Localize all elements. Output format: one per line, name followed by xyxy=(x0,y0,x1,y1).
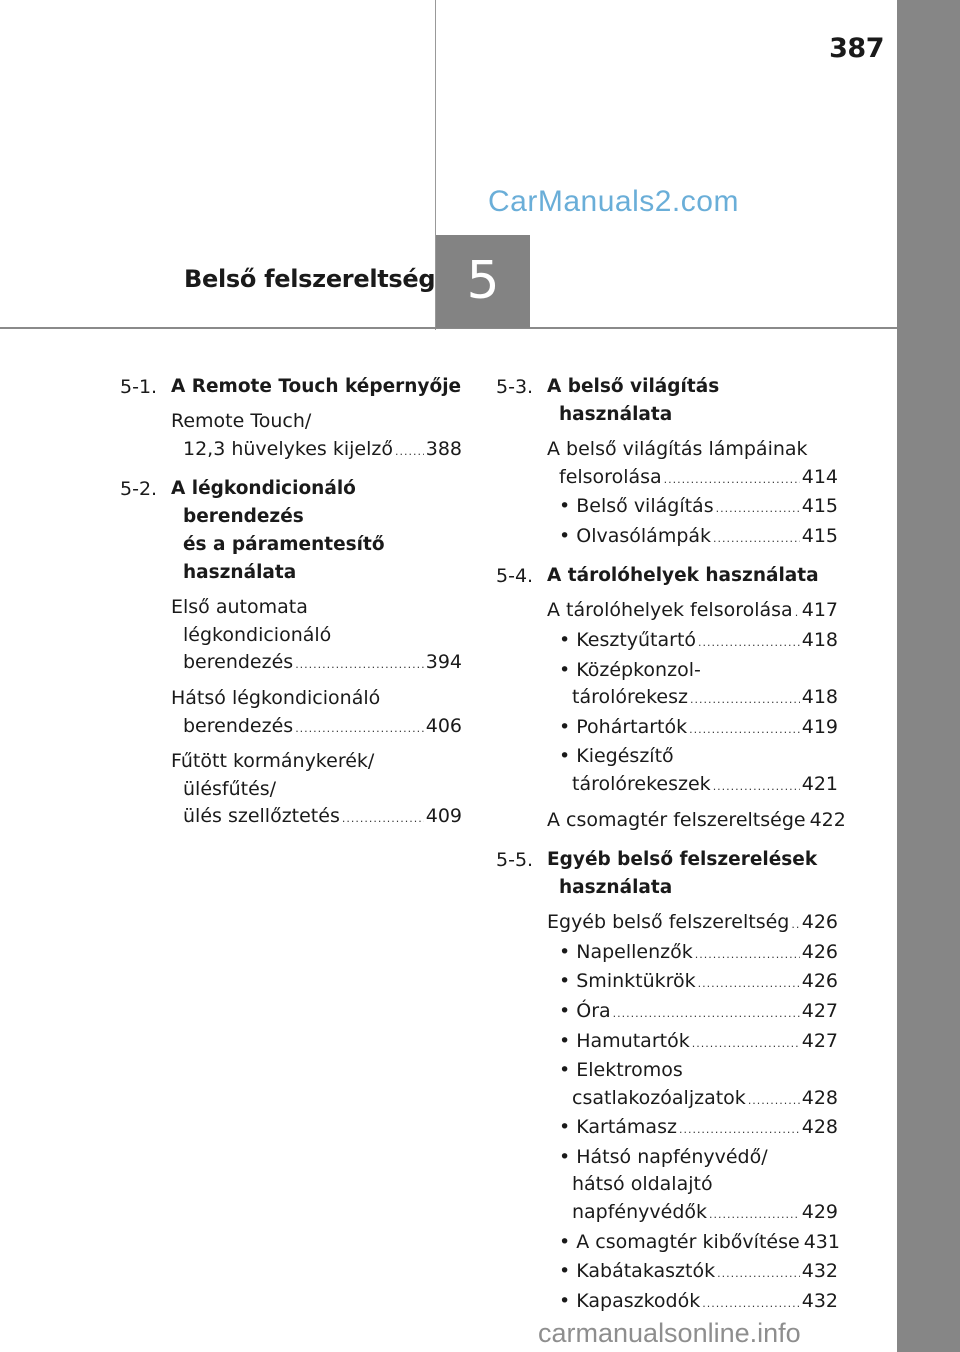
toc-entry[interactable]: Hátsó légkondicionáló berendezés ..... 406 xyxy=(171,685,462,742)
section-title: A légkondicionáló berendezés és a páramentesítő használata xyxy=(171,478,385,584)
toc-subentry[interactable]: • Kabátakasztók ..... 432 xyxy=(547,1258,838,1288)
toc-subentry[interactable]: • Kartámasz ..... 428 xyxy=(547,1114,838,1144)
toc-subentry[interactable]: • Óra ..... 427 xyxy=(547,998,838,1028)
toc-subentry[interactable]: • Belső világítás ..... 415 xyxy=(547,493,838,523)
section-title: A belső világítás használata xyxy=(547,376,720,425)
section-title: Egyéb belső felszerelések használata xyxy=(547,849,818,899)
toc-subentry[interactable]: • Hamutartók ..... 427 xyxy=(547,1028,838,1058)
toc-subentry[interactable]: • A csomagtér kibővítése 431 xyxy=(547,1229,838,1259)
footer-watermark: carmanualsonline.info xyxy=(538,1318,801,1348)
page-number: 387 xyxy=(829,33,884,64)
toc-right-column xyxy=(496,373,846,1317)
section-number: 5-5. xyxy=(496,849,534,872)
toc-left-column xyxy=(120,373,462,833)
toc-subentry[interactable]: • Pohártartók ..... 419 xyxy=(547,714,838,744)
section-title: A tárolóhelyek használata xyxy=(547,565,819,587)
watermark-logo: CarManuals2.com xyxy=(488,185,739,218)
toc-section-5-2[interactable] xyxy=(120,475,462,587)
section-title: A Remote Touch képernyője xyxy=(171,376,462,397)
section-number: 5-1. xyxy=(120,376,158,398)
toc-subentry[interactable]: • Középkonzol- tárolórekesz ..... 418 xyxy=(547,657,838,714)
toc-subentry[interactable]: • Kiegészítő tárolórekeszek ..... 421 xyxy=(547,743,838,800)
toc-subentry[interactable]: • Napellenzők ..... 426 xyxy=(547,939,838,969)
section-number: 5-3. xyxy=(496,376,534,398)
toc-section-5-1[interactable] xyxy=(120,373,462,401)
toc-subentry[interactable]: • Olvasólámpák ..... 415 xyxy=(547,523,838,553)
toc-entry[interactable]: Remote Touch/ 12,3 hüvelykes kijelző ..... 388 xyxy=(171,408,462,465)
toc-entry[interactable]: A belső világítás lámpáinak felsorolása ..... 414 • Belső világítás ..... 415 • Olvasólámpák ..... 415 xyxy=(547,436,838,552)
toc-section-5-3[interactable] xyxy=(496,373,838,429)
toc-subentry[interactable]: • Sminktükrök ..... 426 xyxy=(547,968,838,998)
toc-subentry[interactable]: • Hátsó napfényvédő/ hátsó oldalajtó napfényvédők ..... 429 xyxy=(547,1144,838,1229)
toc-section-5-5[interactable] xyxy=(496,846,838,902)
toc-subentry[interactable]: • Kapaszkodók ..... 432 xyxy=(547,1288,838,1318)
toc-entry[interactable]: A csomagtér felszereltsége 422 xyxy=(547,808,846,831)
toc-entry[interactable]: A tárolóhelyek felsorolása ..... 417 • Kesztyűtartó ..... 418 • Középkonzol- tárolórekesz ..... 418 • Pohártartók ..... 419 • Kiegészítő tárolórekeszek ..... 421 xyxy=(547,597,838,800)
chapter-title: Belső felszereltség xyxy=(184,265,436,293)
toc-entry[interactable]: Egyéb belső felszereltség ..... 426 • Napellenzők ..... 426 • Sminktükrök ..... 426 • Óra ..... 427 • Hamutartók ..... 427 • Elektromos csatlakozóaljzatok ..... 428 • Kartámasz ..... 428 • Hátsó napfényvédő/ hátsó oldalajtó napfényvédők ..... 429 • A csomagtér kibővítése 431 • Kabátakasztók ..... 432 • Kapaszkodók ..... 432 xyxy=(547,909,838,1317)
toc-entry[interactable]: Fűtött kormánykerék/ ülésfűtés/ ülés szellőztetés ..... 409 xyxy=(171,748,462,833)
toc-subentry[interactable]: • Kesztyűtartó ..... 418 xyxy=(547,627,838,657)
toc-entry[interactable]: Első automata légkondicionáló berendezés ..... 394 xyxy=(171,594,462,679)
section-number: 5-4. xyxy=(496,565,534,588)
section-number: 5-2. xyxy=(120,478,158,501)
side-band xyxy=(897,0,960,1352)
toc-subentry[interactable]: • Elektromos csatlakozóaljzatok ..... 428 xyxy=(547,1057,838,1114)
chapter-number: 5 xyxy=(436,235,530,328)
toc-section-5-4[interactable] xyxy=(496,562,838,590)
